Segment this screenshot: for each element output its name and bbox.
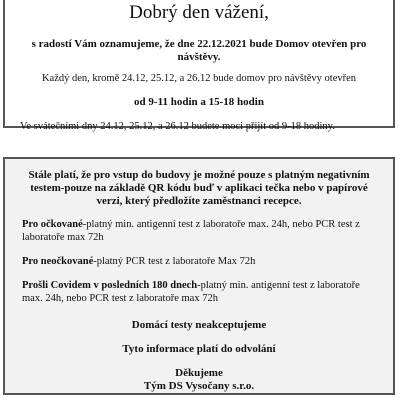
recovered-rule	[22, 279, 360, 292]
vaccinated-rule-continued: laboratoře max 72h	[22, 232, 104, 243]
thanks-text: Děkujeme	[175, 367, 223, 379]
entry-rules-notice	[3, 157, 395, 395]
announcement-line-1: s radostí Vám oznamujeme, že dne 22.12.2021 bude Domov otevřen pro	[31, 38, 367, 50]
recovered-rule-continued: max. 24h, nebo PCR test z laboratoře max 72h	[22, 293, 218, 304]
entry-rule-line-3: verzi, který předložíte zaměstnanci recepce.	[96, 195, 302, 207]
unvaccinated-label: Pro neočkované	[22, 256, 94, 267]
entry-rule-line-1: Stále platí, že pro vstup do budovy je možné pouze s platným negativním	[28, 169, 370, 181]
entry-rule-line-2: testem-pouze na základě QR kódu buď v aplikaci tečka nebo v papírové	[30, 182, 368, 194]
holiday-hours-text: Ve svátečními dny 24.12, 25.12, a 26.12 budete moci přijít od 9-18 hodiny.	[20, 121, 335, 132]
unvaccinated-text: -platný PCR test z laboratoře Max 72h	[93, 256, 256, 267]
visiting-hours-notice	[3, 0, 395, 132]
greeting-heading: Dobrý den vážení,	[129, 2, 269, 23]
vaccinated-text: -platný min. antigenní test z laboratoře max. 24h, nebo PCR test z	[82, 219, 360, 230]
home-tests-note: Domácí testy neakceptujeme	[131, 319, 267, 331]
opening-hours: od 9-11 hodin a 15-18 hodin	[134, 96, 264, 108]
vaccinated-label: Pro očkované	[22, 219, 83, 230]
recovered-text: -platný min. antigenní test z laboratoře	[197, 280, 360, 291]
daily-hours-text: Každý den, kromě 24.12, 25.12, a 26.12 bude domov pro návštěvy otevřen	[41, 73, 357, 84]
validity-note: Tyto informace platí do odvolání	[122, 343, 276, 355]
signature: Tým DS Vysočany s.r.o.	[143, 380, 255, 392]
recovered-label: Prošli Covidem v posledních 180 dnech	[22, 280, 198, 291]
unvaccinated-rule	[22, 255, 255, 268]
vaccinated-rule	[22, 218, 360, 231]
announcement-line-2: návštěvy.	[177, 51, 221, 63]
